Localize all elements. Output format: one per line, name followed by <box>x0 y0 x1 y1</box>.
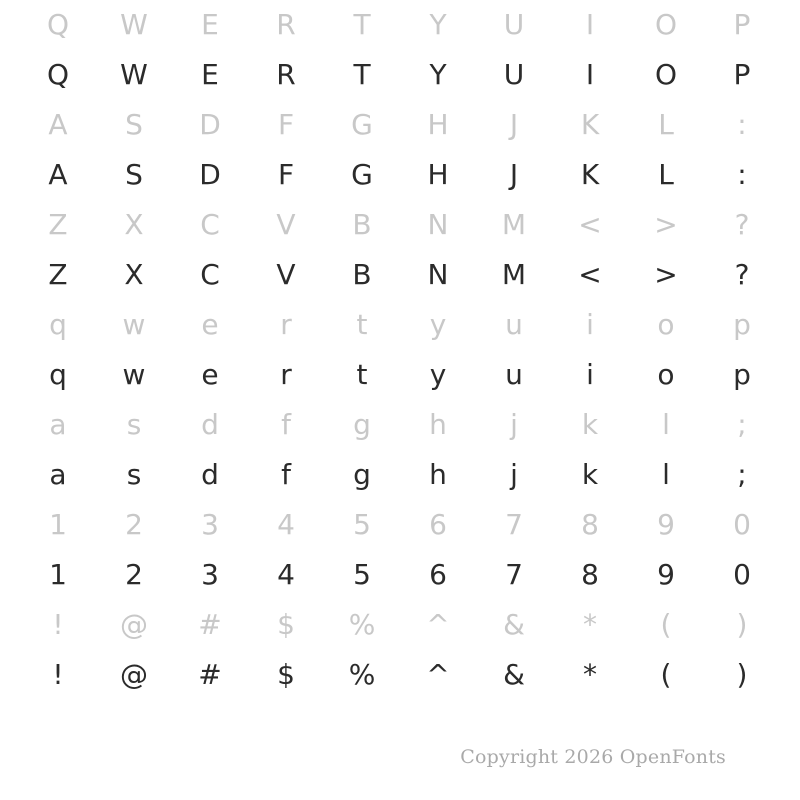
glyph-cell: @ <box>120 608 148 641</box>
glyph-cell: 0 <box>733 508 751 541</box>
glyph-cell: a <box>49 458 67 491</box>
glyph-row <box>20 200 780 250</box>
glyph-cell: B <box>352 258 372 291</box>
glyph-cell: a <box>49 408 67 441</box>
glyph-cell: V <box>276 208 296 241</box>
glyph-cell: K <box>580 108 600 141</box>
glyph-cell: u <box>505 308 523 341</box>
glyph-cell: k <box>581 458 599 491</box>
glyph-cell: r <box>280 358 292 391</box>
glyph-cell: T <box>353 58 371 91</box>
glyph-cell: $ <box>277 658 295 691</box>
glyph-cell: 8 <box>581 558 599 591</box>
glyph-row <box>20 500 780 550</box>
glyph-cell: ( <box>660 658 672 691</box>
glyph-cell: E <box>201 8 219 41</box>
glyph-cell: t <box>356 308 368 341</box>
glyph-cell: p <box>733 358 751 391</box>
glyph-cell: 6 <box>429 558 447 591</box>
glyph-cell: P <box>733 58 751 91</box>
glyph-cell: Z <box>48 258 68 291</box>
glyph-row <box>20 450 780 500</box>
glyph-cell: l <box>662 458 670 491</box>
glyph-cell: ! <box>52 608 64 641</box>
glyph-cell: N <box>427 208 449 241</box>
glyph-cell: ( <box>660 608 672 641</box>
glyph-cell: O <box>654 58 678 91</box>
glyph-row <box>20 250 780 300</box>
glyph-cell: 2 <box>125 558 143 591</box>
glyph-cell: f <box>281 408 291 441</box>
glyph-cell: u <box>505 358 523 391</box>
glyph-cell: w <box>122 358 146 391</box>
glyph-cell: N <box>427 258 449 291</box>
glyph-cell: ! <box>52 658 64 691</box>
glyph-cell: F <box>277 158 295 191</box>
glyph-cell: Y <box>429 58 447 91</box>
glyph-cell: X <box>124 258 144 291</box>
glyph-cell: k <box>581 408 599 441</box>
glyph-cell: A <box>48 158 68 191</box>
glyph-cell: 5 <box>353 508 371 541</box>
glyph-cell: 1 <box>49 508 67 541</box>
glyph-cell: & <box>503 608 525 641</box>
glyph-cell: 7 <box>505 508 523 541</box>
glyph-cell: s <box>126 408 142 441</box>
glyph-cell: g <box>353 408 371 441</box>
glyph-row <box>20 0 780 50</box>
glyph-cell: Q <box>46 58 70 91</box>
copyright-text: Copyright 2026 OpenFonts <box>460 746 726 768</box>
glyph-cell: K <box>580 158 600 191</box>
glyph-cell: % <box>348 658 376 691</box>
glyph-cell: 8 <box>581 508 599 541</box>
glyph-cell: < <box>578 258 602 291</box>
glyph-cell: y <box>429 358 447 391</box>
glyph-cell: ; <box>737 458 747 491</box>
glyph-cell: L <box>658 158 674 191</box>
glyph-cell: F <box>277 108 295 141</box>
glyph-cell: 5 <box>353 558 371 591</box>
glyph-cell: H <box>427 158 449 191</box>
glyph-cell: # <box>198 658 222 691</box>
glyph-row <box>20 50 780 100</box>
glyph-cell: P <box>733 8 751 41</box>
glyph-cell: H <box>427 108 449 141</box>
glyph-cell: : <box>737 108 747 141</box>
glyph-cell: ) <box>736 658 748 691</box>
glyph-cell: t <box>356 358 368 391</box>
glyph-cell: 9 <box>657 508 675 541</box>
glyph-cell: h <box>429 408 447 441</box>
glyph-cell: X <box>124 208 144 241</box>
glyph-cell: > <box>654 208 678 241</box>
glyph-cell: $ <box>277 608 295 641</box>
glyph-cell: M <box>501 208 527 241</box>
glyph-cell: C <box>200 208 220 241</box>
glyph-cell: S <box>125 108 143 141</box>
glyph-cell: ; <box>737 408 747 441</box>
glyph-cell: 7 <box>505 558 523 591</box>
glyph-cell: G <box>351 158 373 191</box>
glyph-cell: Z <box>48 208 68 241</box>
footer <box>0 746 800 768</box>
glyph-cell: Q <box>46 8 70 41</box>
glyph-cell: U <box>503 58 525 91</box>
glyph-row <box>20 300 780 350</box>
glyph-row <box>20 650 780 700</box>
glyph-cell: M <box>501 258 527 291</box>
glyph-cell: W <box>120 58 148 91</box>
glyph-cell: p <box>733 308 751 341</box>
glyph-cell: 2 <box>125 508 143 541</box>
glyph-cell: e <box>201 358 219 391</box>
glyph-cell: 4 <box>277 508 295 541</box>
glyph-cell: R <box>276 8 296 41</box>
glyph-cell: W <box>120 8 148 41</box>
glyph-cell: q <box>49 308 67 341</box>
glyph-cell: 9 <box>657 558 675 591</box>
glyph-cell: O <box>654 8 678 41</box>
glyph-cell: e <box>201 308 219 341</box>
glyph-cell: h <box>429 458 447 491</box>
glyph-row <box>20 100 780 150</box>
glyph-cell: o <box>657 308 675 341</box>
glyph-cell: G <box>351 108 373 141</box>
glyph-cell: % <box>348 608 376 641</box>
glyph-row <box>20 600 780 650</box>
glyph-cell: T <box>353 8 371 41</box>
glyph-cell: w <box>122 308 146 341</box>
glyph-cell: V <box>276 258 296 291</box>
glyph-cell: g <box>353 458 371 491</box>
glyph-cell: i <box>586 358 594 391</box>
glyph-cell: ^ <box>426 608 450 641</box>
glyph-cell: A <box>48 108 68 141</box>
glyph-row <box>20 150 780 200</box>
glyph-cell: d <box>201 408 219 441</box>
glyph-cell: B <box>352 208 372 241</box>
glyph-cell: i <box>586 308 594 341</box>
glyph-cell: J <box>509 108 519 141</box>
glyph-cell: < <box>578 208 602 241</box>
glyph-cell: : <box>737 158 747 191</box>
glyph-cell: D <box>199 158 221 191</box>
glyph-cell: 3 <box>201 558 219 591</box>
glyph-cell: C <box>200 258 220 291</box>
glyph-cell: j <box>510 458 518 491</box>
glyph-cell: y <box>429 308 447 341</box>
glyph-cell: ? <box>734 208 750 241</box>
glyph-cell: 3 <box>201 508 219 541</box>
glyph-cell: ? <box>734 258 750 291</box>
glyph-cell: * <box>583 658 597 691</box>
glyph-cell: @ <box>120 658 148 691</box>
glyph-cell: L <box>658 108 674 141</box>
glyph-cell: > <box>654 258 678 291</box>
glyph-cell: J <box>509 158 519 191</box>
glyph-cell: l <box>662 408 670 441</box>
glyph-cell: f <box>281 458 291 491</box>
glyph-cell: ^ <box>426 658 450 691</box>
glyph-cell: d <box>201 458 219 491</box>
glyph-cell: r <box>280 308 292 341</box>
glyph-cell: Y <box>429 8 447 41</box>
glyph-cell: 1 <box>49 558 67 591</box>
glyph-cell: & <box>503 658 525 691</box>
glyph-cell: ) <box>736 608 748 641</box>
glyph-cell: D <box>199 108 221 141</box>
glyph-cell: 4 <box>277 558 295 591</box>
glyph-row <box>20 550 780 600</box>
glyph-cell: 0 <box>733 558 751 591</box>
glyph-cell: * <box>583 608 597 641</box>
glyph-cell: R <box>276 58 296 91</box>
glyph-cell: j <box>510 408 518 441</box>
glyph-cell: I <box>585 58 595 91</box>
glyph-cell: # <box>198 608 222 641</box>
glyph-cell: o <box>657 358 675 391</box>
glyph-row <box>20 350 780 400</box>
glyph-row <box>20 400 780 450</box>
glyph-cell: s <box>126 458 142 491</box>
glyph-cell: S <box>125 158 143 191</box>
glyph-cell: I <box>585 8 595 41</box>
glyph-cell: 6 <box>429 508 447 541</box>
glyph-cell: q <box>49 358 67 391</box>
glyph-cell: U <box>503 8 525 41</box>
glyph-cell: E <box>201 58 219 91</box>
